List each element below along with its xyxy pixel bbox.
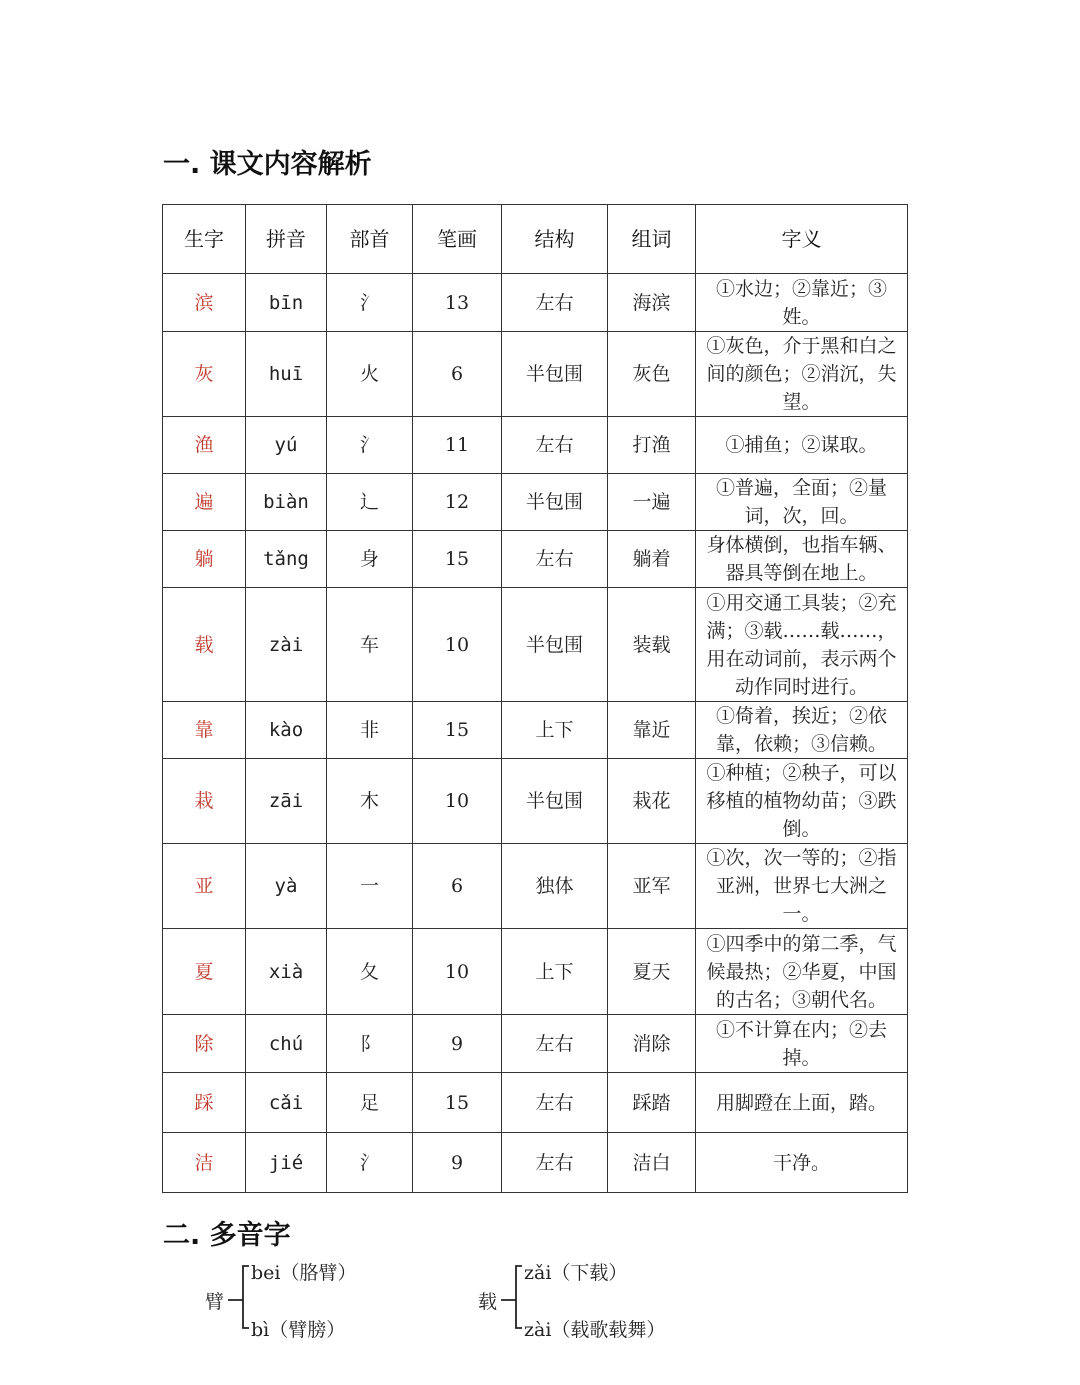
- cell-meaning: ①种植；②秧子，可以移植的植物幼苗；③跌倒。: [696, 759, 908, 844]
- cell-word: 灰色: [608, 332, 696, 417]
- cell-structure: 上下: [502, 929, 608, 1015]
- table-row: [163, 844, 908, 929]
- cell-structure: 左右: [502, 1073, 608, 1133]
- table-row: [163, 759, 908, 844]
- cell-structure: 左右: [502, 531, 608, 588]
- cell-char: 栽: [163, 759, 246, 844]
- polyphone-reading: bei（胳臂）: [251, 1262, 357, 1284]
- cell-meaning: ①用交通工具装；②充满；③载……载……，用在动词前，表示两个动作同时进行。: [696, 588, 908, 702]
- cell-word: 夏天: [608, 929, 696, 1015]
- cell-strokes: 9: [413, 1015, 502, 1073]
- cell-meaning: 用脚蹬在上面，踏。: [696, 1073, 908, 1133]
- table-row: [163, 274, 908, 332]
- cell-word: 洁白: [608, 1133, 696, 1193]
- cell-radical: 一: [327, 844, 413, 929]
- cell-structure: 左右: [502, 1015, 608, 1073]
- cell-radical: 非: [327, 702, 413, 759]
- cell-pinyin: tǎng: [246, 531, 327, 588]
- cell-char: 灰: [163, 332, 246, 417]
- polyphone-group: [205, 1258, 405, 1348]
- cell-structure: 半包围: [502, 332, 608, 417]
- cell-structure: 左右: [502, 274, 608, 332]
- cell-pinyin: xià: [246, 929, 327, 1015]
- cell-strokes: 6: [413, 332, 502, 417]
- cell-radical: 辶: [327, 474, 413, 531]
- vocabulary-table: [162, 204, 908, 1193]
- cell-structure: 左右: [502, 1133, 608, 1193]
- cell-strokes: 13: [413, 274, 502, 332]
- cell-pinyin: chú: [246, 1015, 327, 1073]
- cell-radical: 足: [327, 1073, 413, 1133]
- table-row: [163, 1015, 908, 1073]
- polyphone-reading: bì（臂膀）: [251, 1319, 346, 1341]
- cell-strokes: 10: [413, 588, 502, 702]
- column-header: 生字: [163, 205, 246, 274]
- cell-pinyin: yà: [246, 844, 327, 929]
- cell-char: 除: [163, 1015, 246, 1073]
- cell-strokes: 9: [413, 1133, 502, 1193]
- cell-pinyin: biàn: [246, 474, 327, 531]
- cell-pinyin: jié: [246, 1133, 327, 1193]
- column-header: 拼音: [246, 205, 327, 274]
- cell-structure: 半包围: [502, 759, 608, 844]
- cell-strokes: 12: [413, 474, 502, 531]
- cell-strokes: 15: [413, 1073, 502, 1133]
- table-row: [163, 332, 908, 417]
- table-row: [163, 588, 908, 702]
- cell-meaning: ①普遍，全面；②量词，次，回。: [696, 474, 908, 531]
- cell-char: 洁: [163, 1133, 246, 1193]
- cell-char: 夏: [163, 929, 246, 1015]
- cell-pinyin: yú: [246, 417, 327, 474]
- polyphone-group: [478, 1258, 718, 1348]
- table-row: [163, 1133, 908, 1193]
- cell-char: 亚: [163, 844, 246, 929]
- table-row: [163, 417, 908, 474]
- cell-strokes: 10: [413, 929, 502, 1015]
- cell-char: 躺: [163, 531, 246, 588]
- cell-meaning: ①不计算在内；②去掉。: [696, 1015, 908, 1073]
- cell-structure: 左右: [502, 417, 608, 474]
- cell-radical: 车: [327, 588, 413, 702]
- cell-word: 躺着: [608, 531, 696, 588]
- section-title-polyphones: 二. 多音字: [163, 1220, 291, 1251]
- table-row: [163, 702, 908, 759]
- cell-meaning: ①倚着，挨近；②依靠，依赖；③信赖。: [696, 702, 908, 759]
- cell-word: 栽花: [608, 759, 696, 844]
- cell-strokes: 6: [413, 844, 502, 929]
- polyphone-char: 载: [478, 1291, 498, 1313]
- cell-radical: 阝: [327, 1015, 413, 1073]
- cell-meaning: ①次，次一等的；②指亚洲，世界七大洲之一。: [696, 844, 908, 929]
- cell-meaning: ①灰色，介于黑和白之间的颜色；②消沉，失望。: [696, 332, 908, 417]
- cell-word: 踩踏: [608, 1073, 696, 1133]
- polyphone-reading: zǎi（下载）: [524, 1262, 628, 1284]
- column-header: 部首: [327, 205, 413, 274]
- cell-word: 消除: [608, 1015, 696, 1073]
- table-header-row: [163, 205, 908, 274]
- cell-char: 载: [163, 588, 246, 702]
- column-header: 组词: [608, 205, 696, 274]
- cell-strokes: 15: [413, 531, 502, 588]
- table-row: [163, 929, 908, 1015]
- cell-char: 靠: [163, 702, 246, 759]
- cell-pinyin: zài: [246, 588, 327, 702]
- table-row: [163, 474, 908, 531]
- cell-structure: 半包围: [502, 474, 608, 531]
- column-header: 笔画: [413, 205, 502, 274]
- cell-radical: 氵: [327, 274, 413, 332]
- cell-radical: 氵: [327, 417, 413, 474]
- cell-radical: 木: [327, 759, 413, 844]
- cell-pinyin: bīn: [246, 274, 327, 332]
- table-row: [163, 531, 908, 588]
- cell-char: 渔: [163, 417, 246, 474]
- cell-pinyin: zāi: [246, 759, 327, 844]
- cell-word: 海滨: [608, 274, 696, 332]
- column-header: 结构: [502, 205, 608, 274]
- polyphone-char: 臂: [205, 1291, 225, 1313]
- cell-strokes: 15: [413, 702, 502, 759]
- cell-word: 一遍: [608, 474, 696, 531]
- cell-strokes: 10: [413, 759, 502, 844]
- cell-meaning: 干净。: [696, 1133, 908, 1193]
- cell-structure: 独体: [502, 844, 608, 929]
- cell-strokes: 11: [413, 417, 502, 474]
- cell-word: 打渔: [608, 417, 696, 474]
- cell-meaning: 身体横倒，也指车辆、器具等倒在地上。: [696, 531, 908, 588]
- cell-pinyin: kào: [246, 702, 327, 759]
- table-row: [163, 1073, 908, 1133]
- cell-meaning: ①四季中的第二季，气候最热；②华夏，中国的古名；③朝代名。: [696, 929, 908, 1015]
- cell-word: 装载: [608, 588, 696, 702]
- cell-radical: 身: [327, 531, 413, 588]
- cell-radical: 氵: [327, 1133, 413, 1193]
- cell-structure: 上下: [502, 702, 608, 759]
- cell-meaning: ①捕鱼；②谋取。: [696, 417, 908, 474]
- cell-char: 踩: [163, 1073, 246, 1133]
- cell-structure: 半包围: [502, 588, 608, 702]
- cell-meaning: ①水边；②靠近；③姓。: [696, 274, 908, 332]
- cell-word: 靠近: [608, 702, 696, 759]
- cell-word: 亚军: [608, 844, 696, 929]
- polyphone-reading: zài（载歌载舞）: [524, 1319, 666, 1341]
- cell-radical: 夂: [327, 929, 413, 1015]
- cell-radical: 火: [327, 332, 413, 417]
- column-header: 字义: [696, 205, 908, 274]
- cell-char: 遍: [163, 474, 246, 531]
- cell-pinyin: huī: [246, 332, 327, 417]
- section-title-text-analysis: 一. 课文内容解析: [163, 149, 372, 180]
- cell-pinyin: cǎi: [246, 1073, 327, 1133]
- cell-char: 滨: [163, 274, 246, 332]
